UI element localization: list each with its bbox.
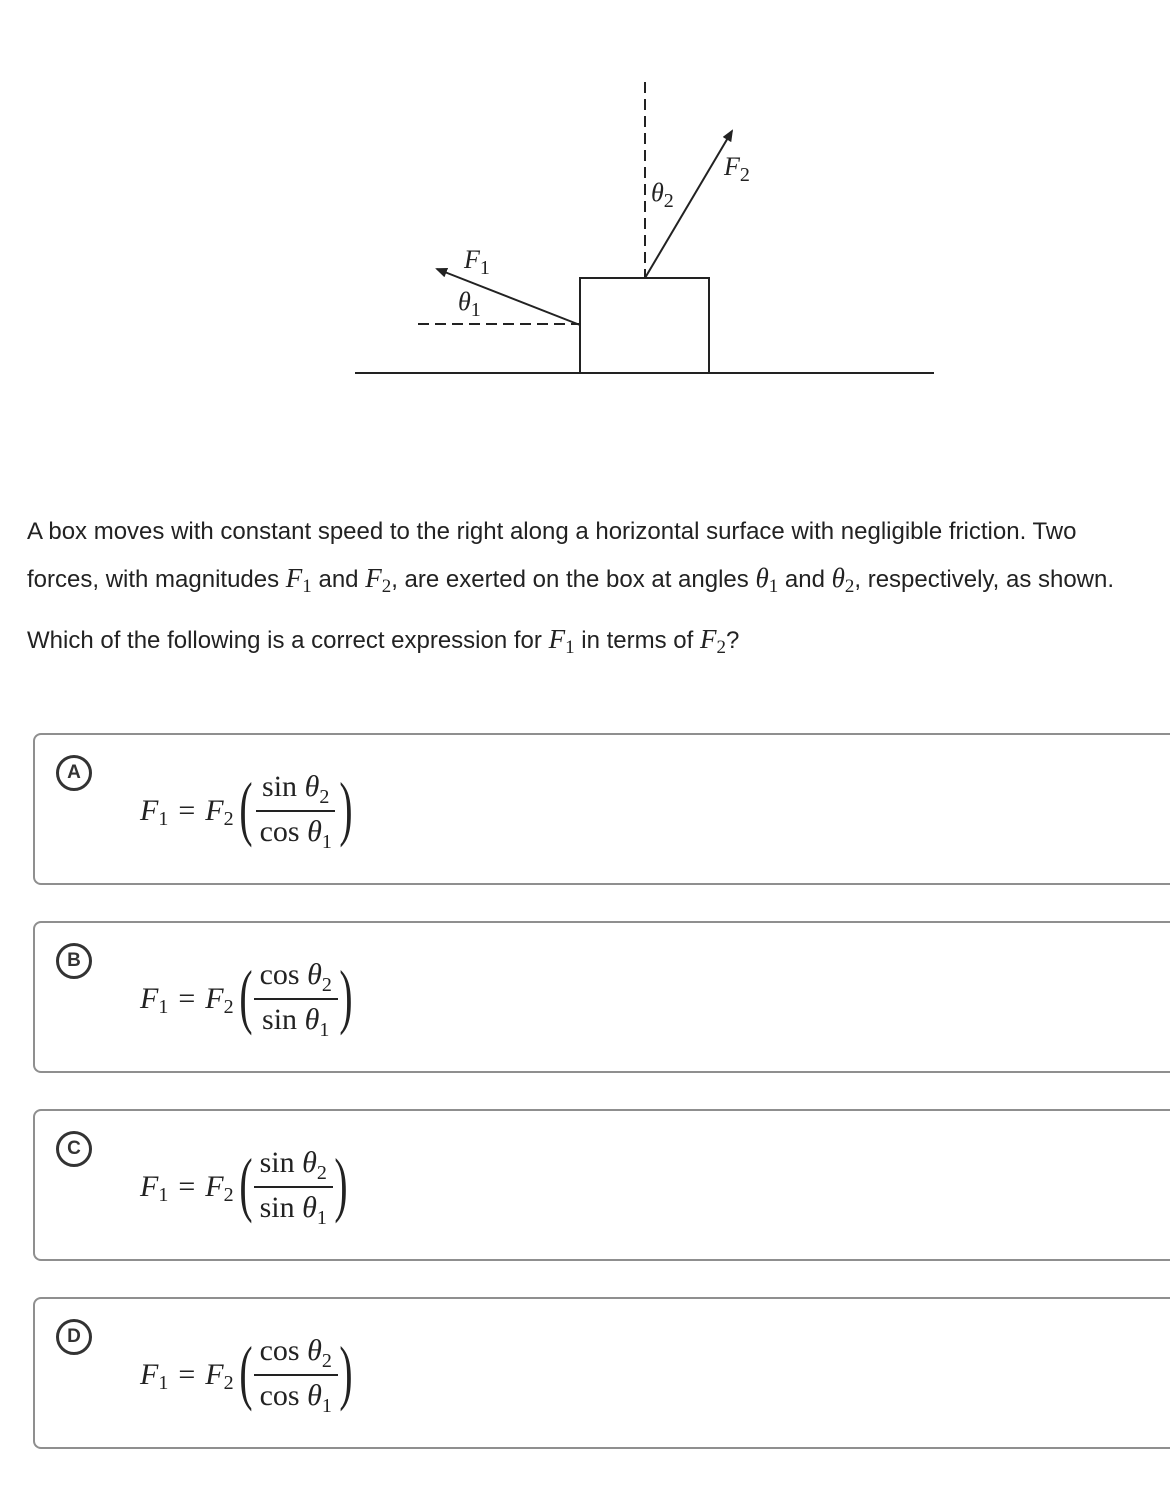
choice-d-fraction: $\frac{\cos \theta_2}{\cos \theta_1}$	[254, 1331, 338, 1419]
text-fragment: ?	[725, 627, 740, 654]
text-fragment: and	[778, 566, 832, 593]
text-fragment: Which of the following is a correct expression for	[27, 627, 549, 654]
box	[580, 278, 709, 373]
text-fragment: and	[311, 566, 366, 593]
choice-b-formula: F 1 = F 2 ( $\frac{\cos \theta_2}{\sin \theta_1}$ )	[140, 956, 353, 1041]
math-theta2: $\theta_2$	[831, 563, 855, 597]
math-f1: $F_1$	[285, 563, 312, 597]
question-prompt	[27, 616, 1170, 664]
choice-d[interactable]	[33, 1297, 1170, 1449]
math-theta1: $\theta_1$	[755, 563, 779, 597]
question-text-line-2	[27, 555, 1170, 603]
math-f2: $F_2$	[365, 563, 392, 597]
text-fragment: , are exerted on the box at angles	[391, 566, 756, 593]
choice-a-fraction: $\frac{\sin \theta_2}{\cos \theta_1}$	[254, 767, 338, 855]
text-fragment: , respectively, as shown.	[854, 566, 1115, 593]
choice-c-letter-badge: C	[56, 1131, 92, 1167]
choice-a-letter-badge: A	[56, 755, 92, 791]
choice-a-formula: F 1 = F 2 ( $\frac{\sin \theta_2}{\cos \theta_1}$ )	[140, 768, 353, 853]
choice-b-fraction: $\frac{\cos \theta_2}{\sin \theta_1}$	[254, 955, 338, 1043]
label-f1: $F_1$	[464, 245, 490, 279]
choice-d-letter-badge: D	[56, 1319, 92, 1355]
choice-c[interactable]	[33, 1109, 1170, 1261]
question-text-line-1	[27, 508, 1170, 555]
text-fragment: in terms of	[574, 627, 700, 654]
choice-b-letter-badge: B	[56, 943, 92, 979]
math-f2: $F_2$	[699, 624, 726, 658]
choice-c-fraction: $\frac{\sin \theta_2}{\sin \theta_1}$	[254, 1143, 333, 1231]
choice-d-formula: F 1 = F 2 ( $\frac{\cos \theta_2}{\cos \theta_1}$ )	[140, 1332, 353, 1417]
math-f1: $F_1$	[548, 624, 575, 658]
text-fragment: forces, with magnitudes	[27, 566, 286, 593]
choice-c-formula: F 1 = F 2 ( $\frac{\sin \theta_2}{\sin \theta_1}$ )	[140, 1144, 348, 1229]
label-theta1: $\theta_1$	[458, 287, 481, 321]
label-theta2: $\theta_2$	[651, 178, 674, 212]
question-line-1-text: A box moves with constant speed to the right along a horizontal surface with negligible friction. Two	[27, 518, 1077, 545]
choice-b[interactable]	[33, 921, 1170, 1073]
force-diagram	[0, 0, 1170, 470]
label-f2: $F_2$	[724, 152, 750, 186]
choice-a[interactable]	[33, 733, 1170, 885]
